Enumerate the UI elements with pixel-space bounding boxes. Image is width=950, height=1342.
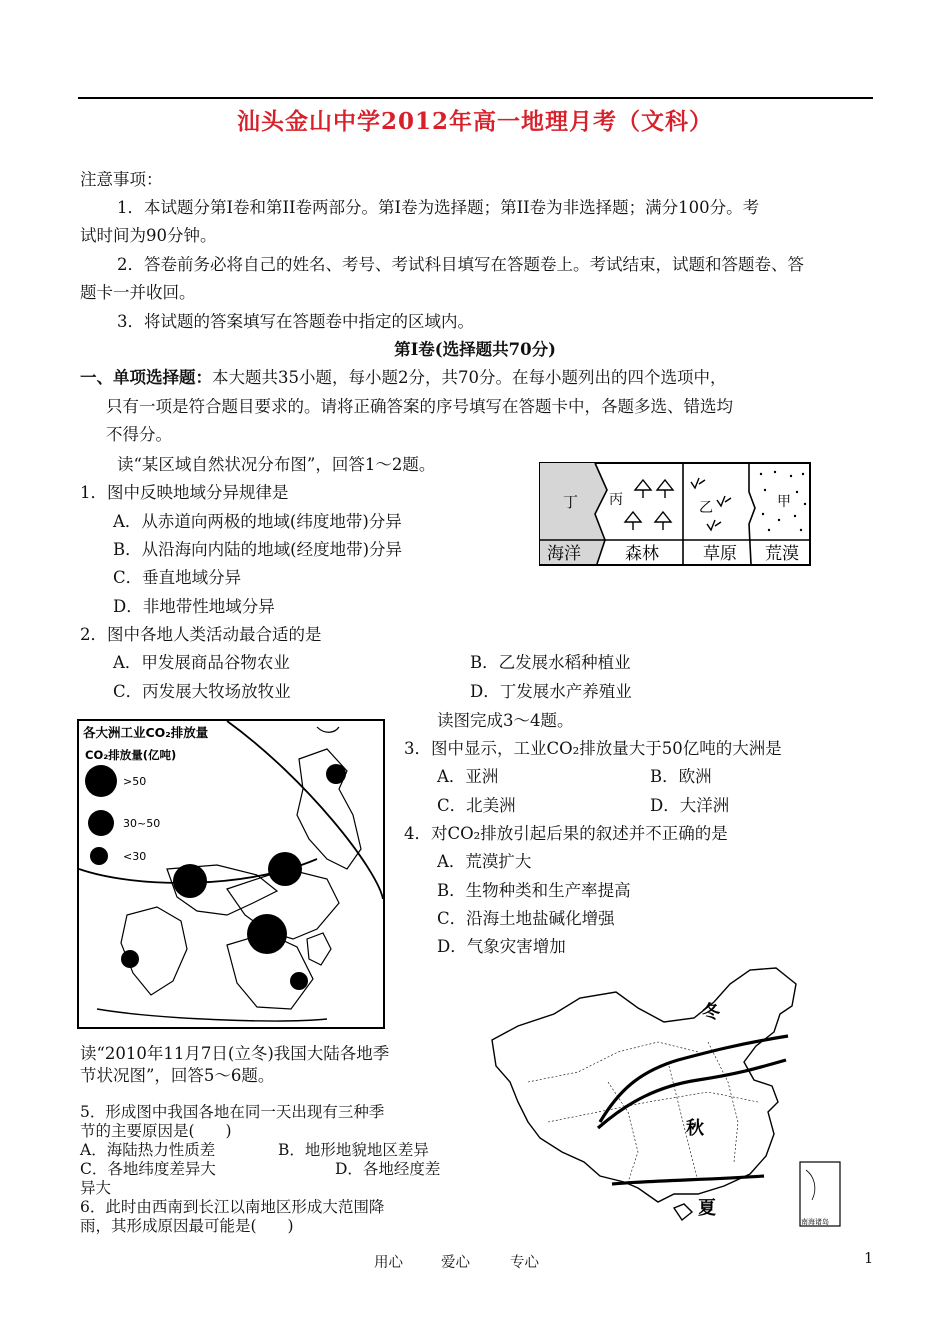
q6-stem-2: 雨，其形成原因最可能是( ) (80, 1217, 294, 1235)
q1-option-d: D．非地带性地域分异 (113, 597, 275, 616)
q2-option-c: C．丙发展大牧场放牧业 (113, 682, 291, 701)
notice-item-1: 1．本试题分第Ⅰ卷和第II卷两部分。第Ⅰ卷为选择题；第II卷为非选择题；满分100分。考 (117, 198, 760, 217)
q3-option-a: A．亚洲 (437, 767, 499, 786)
europe-dot (268, 852, 302, 886)
q4-option-a: A．荒漠扩大 (437, 852, 532, 871)
season-label-winter: 冬 (702, 1002, 720, 1023)
winter-boundary (600, 1036, 788, 1122)
section-text-3: 不得分。 (106, 425, 172, 444)
legend-large-label: >50 (123, 775, 147, 788)
north-america-main-dot (173, 864, 207, 898)
notice-item-2: 2．答卷前务必将自己的姓名、考号、考试科目填写在答题卷上。考试结束，试题和答题卷、答 (117, 255, 804, 274)
notice-item-3: 3．将试题的答案填写在答题卷中指定的区域内。 (117, 312, 474, 331)
part1-heading: 第Ⅰ卷(选择题共70分) (394, 340, 556, 359)
legend-small-label: <30 (123, 850, 147, 863)
section-label: 一、单项选择题： (80, 368, 212, 387)
q4-option-d: D．气象灾害增加 (437, 937, 566, 956)
notice-heading: 注意事项： (80, 170, 163, 189)
q5-option-c: C．各地纬度差异大 (80, 1160, 216, 1178)
season-label-summer: 夏 (698, 1198, 716, 1219)
q5-option-d: D．各地经度差 (335, 1160, 441, 1178)
co2-map-title: 各大洲工业CO₂排放量 (83, 725, 209, 740)
hainan-outline (674, 1204, 692, 1220)
q5-stem-1: 5．形成图中我国各地在同一天出现有三种季 (80, 1103, 385, 1121)
q5-option-a: A．海陆热力性质差 (80, 1141, 216, 1159)
footer-slogan-2: 爱心 (441, 1255, 470, 1271)
q2-stem: 2．图中各地人类活动最合适的是 (80, 625, 322, 644)
zone-distribution-diagram (539, 462, 811, 566)
group3-intro-2: 节状况图”，回答5～6题。 (80, 1066, 275, 1085)
china-map-svg (488, 962, 848, 1230)
legend-medium-label: 30~50 (123, 817, 161, 830)
q6-stem-1: 6．此时由西南到长江以南地区形成大范围降 (80, 1198, 385, 1216)
zone-bing: 丙 (609, 492, 623, 508)
legend-large-dot (85, 765, 117, 797)
province-borders (528, 1042, 758, 1182)
footer-slogan-1: 用心 (374, 1255, 403, 1271)
oceania-dot (290, 972, 308, 990)
label-grassland: 草原 (703, 544, 737, 564)
q1-stem: 1．图中反映地域分异规律是 (80, 483, 289, 502)
group3-intro-1: 读“2010年11月7日(立冬)我国大陆各地季 (80, 1044, 390, 1063)
q2-option-d: D．丁发展水产养殖业 (470, 682, 632, 701)
label-desert: 荒漠 (765, 544, 799, 564)
co2-legend-title: CO₂排放量(亿吨) (85, 748, 177, 762)
page-title: 汕头金山中学2012年高一地理月考（文科） (236, 108, 713, 135)
co2-world-map (77, 719, 385, 1029)
inset-label: 南海诸岛 (801, 1218, 829, 1226)
season-label-autumn: 秋 (686, 1118, 704, 1139)
legend-small-dot (90, 847, 108, 865)
legend-medium-dot (88, 810, 114, 836)
co2-map-svg (77, 719, 385, 1029)
q4-option-c: C．沿海土地盐碱化增强 (437, 909, 615, 928)
zone-jia: 甲 (777, 494, 791, 510)
page-number: 1 (864, 1251, 874, 1267)
q2-option-a: A．甲发展商品谷物农业 (113, 653, 290, 672)
south-sea-inset (800, 1162, 840, 1226)
zone-ding: 丁 (563, 493, 579, 511)
china-season-map (488, 962, 848, 1230)
label-ocean: 海洋 (547, 544, 581, 564)
zone-yi: 乙 (699, 500, 713, 516)
q5-stem-2: 节的主要原因是( ) (80, 1122, 232, 1140)
summer-boundary (612, 1176, 764, 1184)
notice-item-2-cont: 题卡一并收回。 (80, 283, 196, 302)
asia-dot (247, 914, 287, 954)
q3-option-d: D．大洋洲 (650, 796, 730, 815)
q2-option-b: B．乙发展水稻种植业 (470, 653, 631, 672)
q3-option-c: C．北美洲 (437, 796, 516, 815)
group1-intro: 读“某区域自然状况分布图”，回答1～2题。 (117, 455, 436, 474)
footer-slogan-3: 专心 (510, 1255, 539, 1271)
q5-option-b: B．地形地貌地区差异 (278, 1141, 429, 1159)
header-rule (78, 97, 873, 99)
q1-option-a: A．从赤道向两极的地域(纬度地带)分异 (113, 512, 402, 531)
section-text-2: 只有一项是符合题目要求的。请将正确答案的序号填写在答题卡中，各题多选、错选均 (106, 397, 733, 416)
group2-intro: 读图完成3～4题。 (437, 711, 574, 730)
section-heading (80, 364, 727, 392)
zone-diagram-svg (539, 462, 811, 566)
q4-option-b: B．生物种类和生产率提高 (437, 881, 631, 900)
south-america-dot (121, 950, 139, 968)
section-text-1: 本大题共35小题，每小题2分，共70分。在每小题列出的四个选项中， (212, 368, 727, 387)
north-america-dot (326, 764, 346, 784)
q3-stem: 3．图中显示，工业CO₂排放量大于50亿吨的大洲是 (404, 739, 782, 758)
q4-stem: 4．对CO₂排放引起后果的叙述并不正确的是 (404, 824, 728, 843)
label-forest: 森林 (625, 544, 659, 564)
q5-option-d-cont: 异大 (80, 1179, 112, 1197)
q1-option-c: C．垂直地域分异 (113, 568, 242, 587)
notice-item-1-cont: 试时间为90分钟。 (80, 226, 217, 245)
q1-option-b: B．从沿海向内陆的地域(经度地带)分异 (113, 540, 402, 559)
q3-option-b: B．欧洲 (650, 767, 712, 786)
